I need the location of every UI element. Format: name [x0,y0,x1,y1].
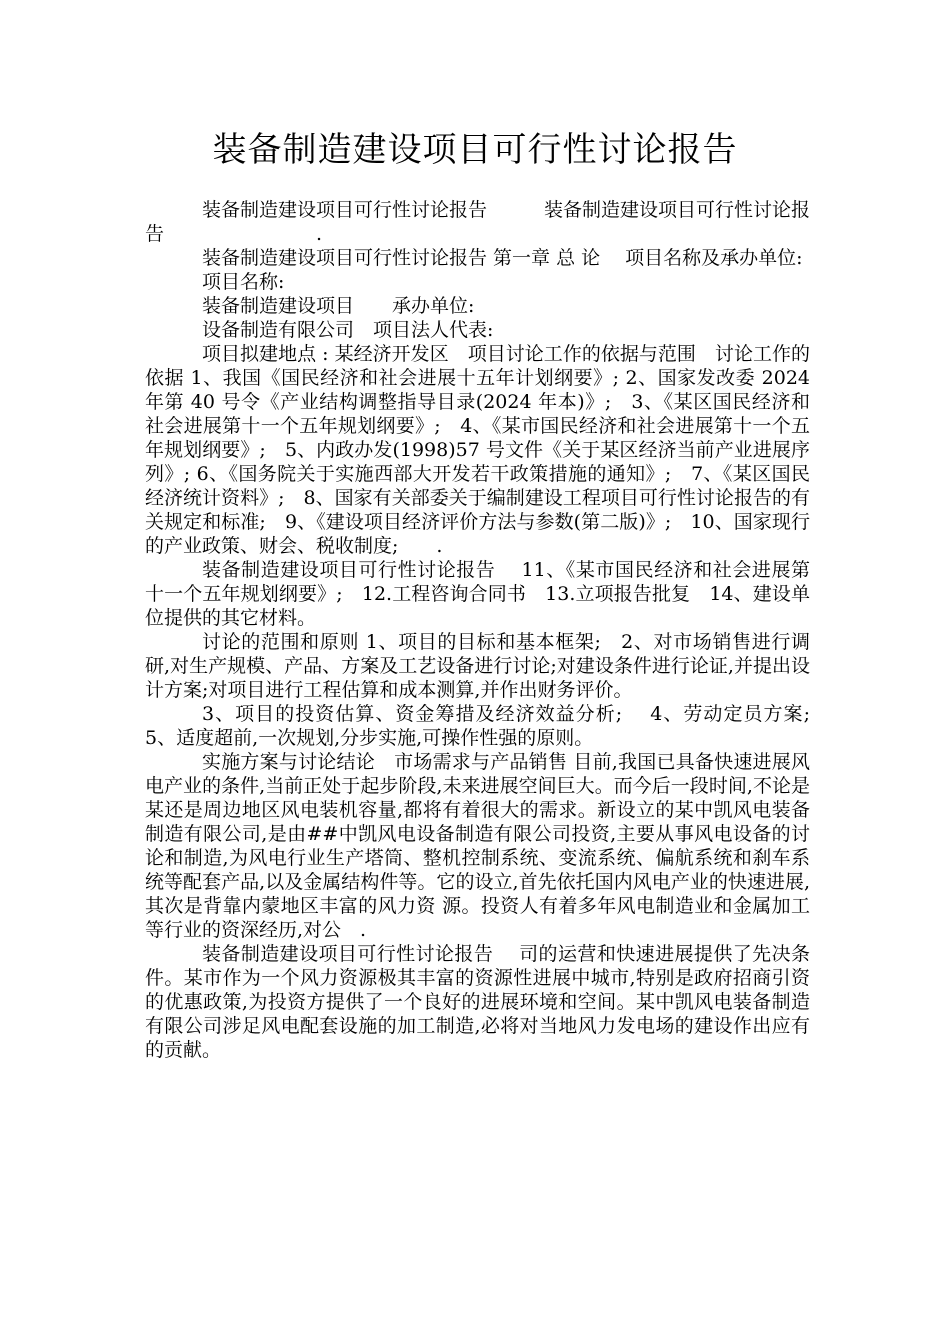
paragraph: 装备制造建设项目可行性讨论报告 11、《某市国民经济和社会进展第十一个五年规划纲要》; 12.工程咨询合同书 13.立项报告批复 14、建设单位提供的其它材料。 [145,559,810,629]
paragraph: 装备制造建设项目可行性讨论报告 装备制造建设项目可行性讨论报告 . [145,199,811,245]
paragraph: 项目拟建地点 : 某经济开发区 项目讨论工作的依据与范围 讨论工作的依据 1、我国《国民经济和社会进展十五年计划纲要》; 2、国家发改委 2024 年第 40 号令《产业结构调整指导目录(2024 年本)》; 3、《某区国民经济和社会进展第十一个五年规划纲要》; 4、《某市国民经济和社会进展第十一个五年规划纲要》; 5、内政办发(1998)57 号文件《关于某区经济当前产业进展序列》; 6、《国务院关于实施西部大开发若干政策措施的通知》; 7、《某区国民经济统计资料》; 8、国家有关部委关于编制建设工程项目可行性讨论报告的有关规定和标准; 9、《建设项目经济评价方法与参数(第二版)》; 10、国家现行的产业政策、财会、税收制度; . [145,343,810,557]
paragraph: 项目名称: [202,271,285,293]
paragraph: 讨论的范围和原则 1、项目的目标和基本框架; 2、对市场销售进行调研,对生产规模、产品、方案及工艺设备进行讨论;对建设条件进行论证,并提出设计方案;对项目进行工程估算和成本测算,并作出财务评价。 [145,631,810,701]
paragraph: 装备制造建设项目可行性讨论报告 第一章 总 论 项目名称及承办单位: [202,247,803,269]
document-body [145,198,830,1062]
paragraph: 实施方案与讨论结论 市场需求与产品销售 目前,我国已具备快速进展风电产业的条件,当前正处于起步阶段,未来进展空间巨大。而今后一段时间,不论是某还是周边地区风电装机容量,都将有着很大的需求。新设立的某中凯风电装备制造有限公司,是由##中凯风电设备制造有限公司投资,主要从事风电设备的讨论和制造,为风电行业生产塔筒、整机控制系统、变流系统、偏航系统和刹车系统等配套产品,以及金属结构件等。它的设立,首先依托国内风电产业的快速进展,其次是背靠内蒙地区丰富的风力资 源。投资人有着多年风电制造业和金属加工等行业的资深经历,对公 . [145,751,810,941]
paragraph: 装备制造建设项目 承办单位: [202,295,475,317]
paragraph: 装备制造建设项目可行性讨论报告 司的运营和快速进展提供了先决条件。某市作为一个风力资源极其丰富的资源性进展中城市,特别是政府招商引资的优惠政策,为投资方提供了一个良好的进展环境和空间。某中凯风电装备制造有限公司涉足风电配套设施的加工制造,必将对当地风力发电场的建设作出应有的贡献。 [145,943,810,1061]
document-title: 装备制造建设项目可行性讨论报告 [212,130,738,170]
paragraph: 设备制造有限公司 项目法人代表: [202,319,494,341]
paragraph: 3、项目的投资估算、资金筹措及经济效益分析; 4、劳动定员方案; 5、适度超前,一次规划,分步实施,可操作性强的原则。 [145,703,830,749]
